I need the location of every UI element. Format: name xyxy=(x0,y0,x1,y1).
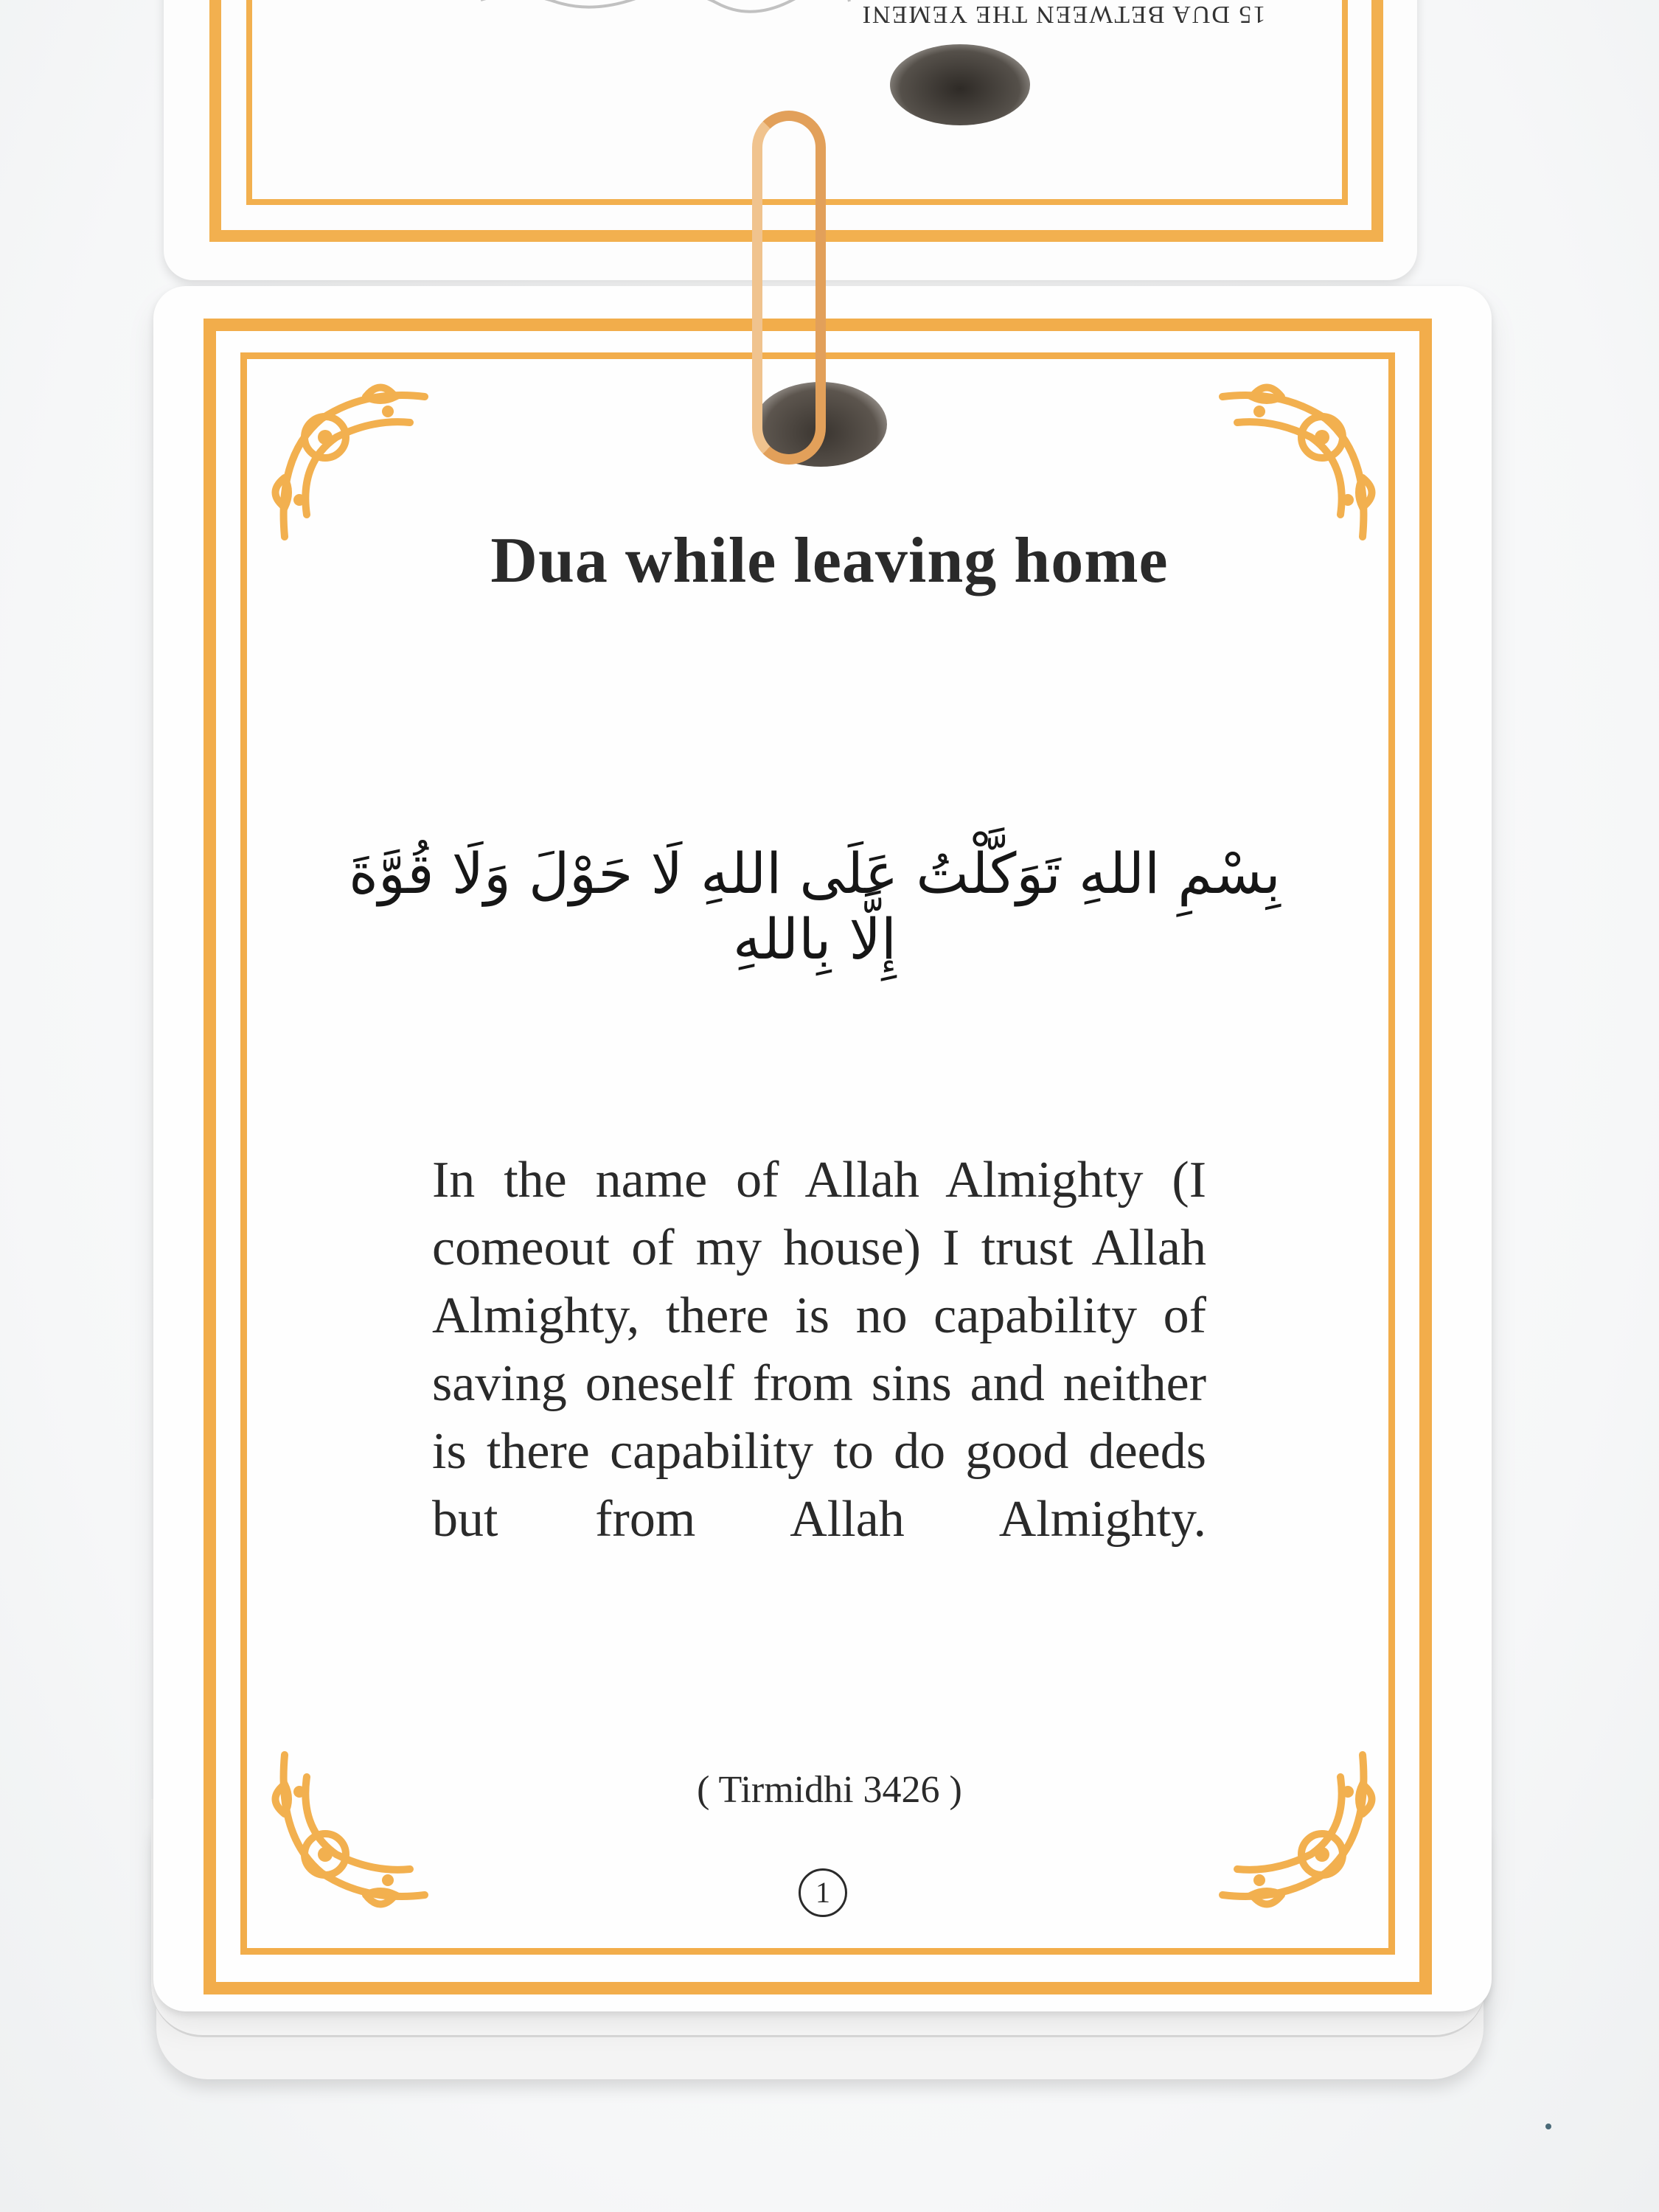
binder-ring xyxy=(752,111,826,465)
previous-card-punch-hole xyxy=(890,44,1030,125)
arabic-dua: بِسْمِ اللهِ تَوَكَّلْتُ عَلَى اللهِ لَا حَوْلَ وَلَا قُوَّةَ إِلَّا بِاللهِ xyxy=(349,841,1281,972)
corner-ornament-bottom-left xyxy=(255,1733,447,1924)
previous-card-arabic-fragment xyxy=(473,0,857,15)
card-title: Dua while leaving home xyxy=(490,525,1169,597)
hadith-reference: ( Tirmidhi 3426 ) xyxy=(697,1769,962,1811)
background-speck xyxy=(1545,2124,1551,2129)
previous-card-caption: 15 DUA BETWEEN THE YEMENI xyxy=(860,1,1266,28)
page-number-badge: 1 xyxy=(799,1868,847,1917)
corner-ornament-bottom-right xyxy=(1200,1733,1392,1924)
english-translation: In the name of Allah Almighty (I comeout of my house) I trust Allah Almighty, there is no capability of saving oneself from sins and neither is there capability to do good deeds but from Allah Almighty. xyxy=(432,1152,1206,1548)
